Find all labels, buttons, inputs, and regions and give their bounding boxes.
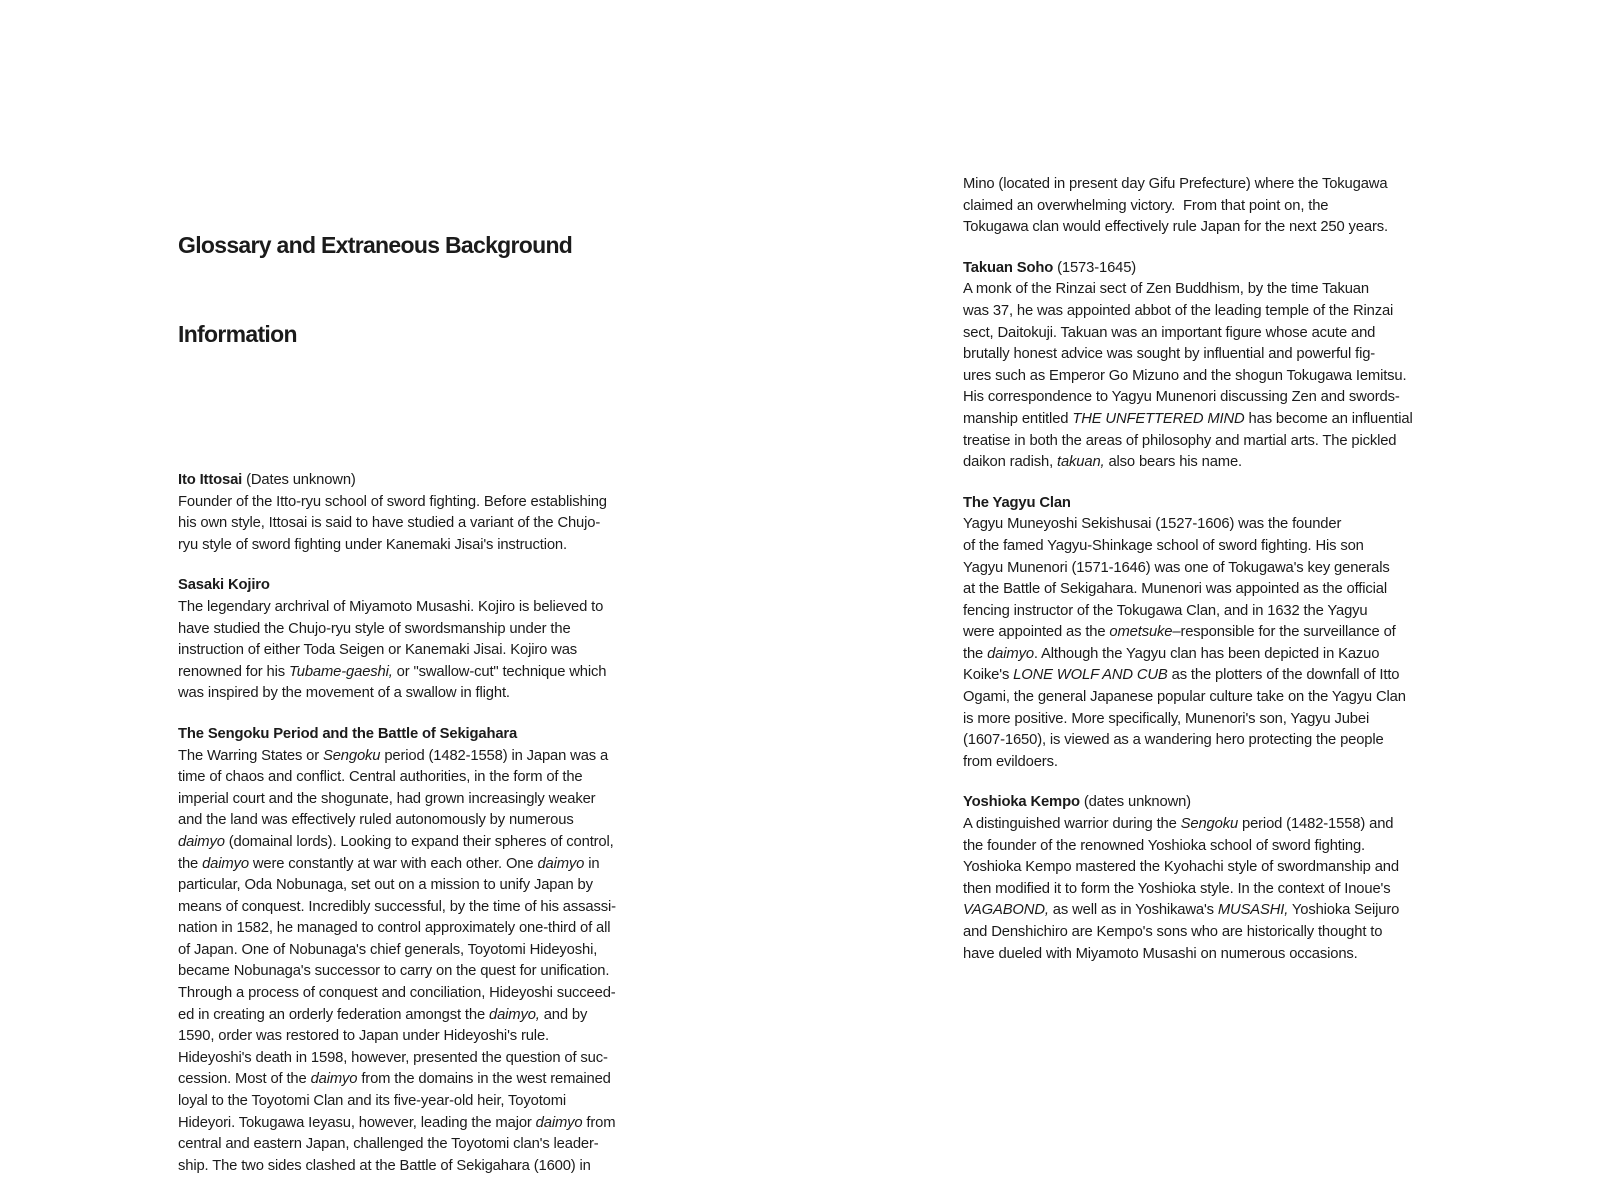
text-run: also bears his name. (1104, 454, 1242, 471)
text-run: were constantly at war with each other. One (248, 855, 538, 872)
body-line (963, 857, 1433, 879)
text-run: became Nobunaga's successor to carry on the quest for unification. (178, 963, 610, 980)
body-line (963, 387, 1433, 409)
glossary-section (178, 724, 648, 1177)
text-run: have studied the Chujo-ryu style of swordsmanship under the (178, 620, 571, 637)
document-title (178, 172, 648, 408)
body-line (963, 536, 1433, 558)
text-run: Koike's (963, 667, 1014, 684)
italic-text: VAGABOND, (963, 902, 1049, 919)
body-line (178, 746, 648, 768)
italic-text: LONE WOLF AND CUB (1013, 667, 1168, 684)
text-run: daikon radish, (963, 454, 1057, 471)
text-run: His correspondence to Yagyu Munenori discussing Zen and swords- (963, 389, 1400, 406)
text-run: Yoshioka Seijuro (1288, 902, 1400, 919)
text-run: (1573-1645) (1053, 259, 1137, 276)
text-run: (domainal lords). Looking to expand their spheres of control, (224, 833, 614, 850)
body-line (963, 709, 1433, 731)
text-run: (Dates unknown) (242, 472, 356, 488)
text-run: at the Battle of Sekigahara. Munenori was appointed as the official (963, 581, 1387, 598)
body-line (963, 196, 1433, 218)
text-run: Founder of the Itto-ryu school of sword fighting. Before establishing (178, 493, 607, 510)
section-heading (178, 724, 648, 746)
body-line (963, 579, 1433, 601)
text-run: The legendary archrival of Miyamoto Musashi. Kojiro is believed to (178, 598, 604, 615)
text-run: ures such as Emperor Go Mizuno and the shogun Tokugawa Iemitsu. (963, 367, 1407, 384)
body-line (178, 983, 648, 1005)
text-run: as well as in Yoshikawa's (1048, 902, 1218, 919)
text-run: Yagyu Muneyoshi Sekishusai (1527-1606) was the founder (963, 516, 1342, 533)
body-line (963, 514, 1433, 536)
body-line (963, 217, 1433, 239)
body-line (963, 452, 1433, 474)
body-line (963, 323, 1433, 345)
body-line (178, 662, 648, 684)
section-heading (963, 258, 1433, 280)
section-heading (178, 470, 648, 492)
text-run: have dueled with Miyamoto Musashi on numerous occasions. (963, 945, 1358, 962)
text-run: . Although the Yagyu clan has been depicted in Kazuo (1033, 645, 1380, 662)
left-column (178, 172, 648, 1177)
text-run: and the land was effectively ruled autonomously by numerous (178, 812, 574, 829)
title-line: Glossary and Extraneous Background (178, 232, 573, 258)
body-line (963, 879, 1433, 901)
glossary-section (963, 792, 1433, 965)
text-run: nation in 1582, he managed to control approximately one-third of all (178, 920, 611, 937)
body-line (963, 431, 1433, 453)
text-run: imperial court and the shogunate, had grown increasingly weaker (178, 790, 596, 807)
body-line (963, 836, 1433, 858)
text-run: or "swallow-cut" technique which (392, 663, 607, 680)
text-run: Yoshioka Kempo mastered the Kyohachi style of swordmanship and (963, 859, 1399, 876)
bold-text: Ito Ittosai (178, 472, 243, 488)
body-line (963, 279, 1433, 301)
body-line (178, 1134, 648, 1156)
italic-text: takuan, (1057, 454, 1105, 471)
text-run: ryu style of sword fighting under Kanemaki Jisai's instruction. (178, 536, 567, 553)
text-run: as the plotters of the downfall of Itto (1167, 667, 1400, 684)
italic-text: daimyo (178, 833, 225, 850)
text-run: of Japan. One of Nobunaga's chief generals, Toyotomi Hideyoshi, (178, 941, 598, 958)
body-line (178, 1091, 648, 1113)
text-run: treatise in both the areas of philosophy and martial arts. The pickled (963, 432, 1397, 449)
text-run: was inspired by the movement of a swallow in flight. (178, 685, 510, 702)
body-line (963, 752, 1433, 774)
body-line (178, 854, 648, 876)
left-column-sections (178, 470, 648, 1177)
text-run: Hideyori. Tokugawa Ieyasu, however, leading the major (178, 1114, 536, 1131)
italic-text: Sengoku (323, 747, 381, 764)
body-line (178, 1048, 648, 1070)
text-run: Through a process of conquest and conciliation, Hideyoshi succeed- (178, 985, 616, 1002)
text-run: is more positive. More specifically, Munenori's son, Yagyu Jubei (963, 710, 1370, 727)
text-run: Yagyu Munenori (1571-1646) was one of Tokugawa's key generals (963, 559, 1390, 576)
body-line (178, 683, 648, 705)
text-run: fencing instructor of the Tokugawa Clan, and in 1632 the Yagyu (963, 602, 1368, 619)
right-column-sections (963, 174, 1433, 965)
body-line (178, 767, 648, 789)
body-line (178, 810, 648, 832)
text-run: manship entitled (963, 410, 1073, 427)
body-line (963, 730, 1433, 752)
body-line (963, 814, 1433, 836)
text-run: from evildoers. (963, 753, 1058, 770)
section-heading (963, 493, 1433, 515)
italic-text: daimyo (537, 855, 585, 872)
text-run: particular, Oda Nobunaga, set out on a mission to unify Japan by (178, 877, 593, 894)
italic-text: daimyo (535, 1114, 583, 1131)
text-run: period (1482-1558) and (1238, 816, 1394, 833)
text-run: central and eastern Japan, challenged the Toyotomi clan's leader- (178, 1136, 599, 1153)
title-line: Information (178, 320, 297, 347)
body-line (963, 622, 1433, 644)
body-line (178, 918, 648, 940)
body-line (178, 1156, 648, 1177)
italic-text: daimyo, (488, 1006, 540, 1023)
italic-text: Tubame-gaeshi, (288, 663, 393, 680)
text-run: and Denshichiro are Kempo's sons who are historically thought to (963, 924, 1383, 940)
text-run: Ogami, the general Japanese popular culture take on the Yagyu Clan (963, 689, 1406, 706)
text-run: and by (539, 1006, 588, 1023)
bold-text: The Yagyu Clan (963, 494, 1071, 511)
text-run: Tokugawa clan would effectively rule Japan for the next 250 years. (963, 219, 1388, 236)
body-line (178, 597, 648, 619)
text-run: (1607-1650), is viewed as a wandering hero protecting the people (963, 732, 1384, 749)
text-run: (dates unknown) (1079, 794, 1191, 811)
text-run: has become an influential (1244, 410, 1413, 427)
body-line (963, 922, 1433, 944)
italic-text: MUSASHI, (1217, 902, 1289, 919)
body-line (178, 1005, 648, 1027)
text-run: instruction of either Toda Seigen or Kanemaki Jisai. Kojiro was (178, 642, 578, 659)
text-run: cession. Most of the (178, 1071, 311, 1088)
body-line (963, 665, 1433, 687)
body-line (963, 601, 1433, 623)
italic-text: daimyo (202, 855, 249, 872)
body-line (963, 900, 1433, 922)
text-run: his own style, Ittosai is said to have studied a variant of the Chujo- (178, 515, 601, 532)
body-line (178, 619, 648, 641)
body-line (178, 640, 648, 662)
section-heading (963, 792, 1433, 814)
text-run: 1590, order was restored to Japan under Hideyoshi's rule. (178, 1028, 549, 1045)
body-line (963, 344, 1433, 366)
text-run: A distinguished warrior during the (963, 816, 1181, 833)
body-line (963, 687, 1433, 709)
italic-text: ometsuke (1109, 624, 1173, 641)
body-line (963, 558, 1433, 580)
body-line (963, 366, 1433, 388)
glossary-section (963, 258, 1433, 474)
text-run: sect, Daitokuji. Takuan was an important figure whose acute and (963, 324, 1376, 341)
body-line (963, 644, 1433, 666)
glossary-section (178, 470, 648, 556)
text-run: in (584, 855, 600, 872)
bold-text: The Sengoku Period and the Battle of Sekigahara (178, 725, 518, 742)
text-run: then modified it to form the Yoshioka style. In the context of Inoue's (963, 880, 1391, 897)
text-run: ed in creating an orderly federation amongst the (178, 1006, 489, 1023)
text-run: loyal to the Toyotomi Clan and its five-year-old heir, Toyotomi (178, 1093, 567, 1110)
bold-text: Takuan Soho (963, 259, 1054, 276)
body-line (178, 492, 648, 514)
glossary-section (178, 575, 648, 705)
text-run: the (178, 855, 203, 872)
text-run: means of conquest. Incredibly successful, by the time of his assassi- (178, 898, 616, 915)
body-line (178, 789, 648, 811)
text-run: from the domains in the west remained (357, 1071, 611, 1088)
right-column (963, 174, 1433, 965)
text-run: The Warring States or (178, 747, 323, 764)
text-run: Mino (located in present day Gifu Prefecture) where the Tokugawa (963, 176, 1388, 192)
text-run: renowned for his (178, 663, 289, 680)
text-run: the founder of the renowned Yoshioka school of sword fighting. (963, 837, 1366, 854)
body-line (963, 409, 1433, 431)
text-run: brutally honest advice was sought by influential and powerful fig- (963, 346, 1376, 363)
body-line (178, 961, 648, 983)
body-line (963, 301, 1433, 323)
text-run: was 37, he was appointed abbot of the leading temple of the Rinzai (963, 302, 1394, 319)
text-run: of the famed Yagyu-Shinkage school of sword fighting. His son (963, 537, 1364, 554)
italic-text: daimyo (987, 645, 1034, 662)
text-run: –responsible for the surveillance of (1172, 624, 1396, 641)
italic-text: THE UNFETTERED MIND (1072, 410, 1245, 427)
text-run: claimed an overwhelming victory. From that point on, the (963, 197, 1329, 214)
italic-text: daimyo (310, 1071, 358, 1088)
body-line (178, 513, 648, 535)
body-line (178, 897, 648, 919)
text-run: were appointed as the (963, 624, 1110, 641)
text-run: A monk of the Rinzai sect of Zen Buddhism, by the time Takuan (963, 281, 1369, 298)
text-run: period (1482-1558) in Japan was a (380, 747, 609, 764)
glossary-section (963, 174, 1433, 239)
text-run: time of chaos and conflict. Central authorities, in the form of the (178, 769, 583, 786)
body-line (178, 535, 648, 557)
italic-text: Sengoku (1180, 816, 1239, 833)
text-run: Hideyoshi's death in 1598, however, presented the question of suc- (178, 1049, 608, 1066)
text-run: ship. The two sides clashed at the Battle of Sekigahara (1600) in (178, 1157, 591, 1174)
glossary-section (963, 493, 1433, 774)
body-line (178, 1113, 648, 1135)
body-line (178, 940, 648, 962)
bold-text: Yoshioka Kempo (963, 794, 1080, 811)
body-line (178, 1069, 648, 1091)
body-line (963, 174, 1433, 196)
body-line (178, 1026, 648, 1048)
body-line (178, 875, 648, 897)
body-line (178, 832, 648, 854)
body-line (963, 944, 1433, 966)
section-heading (178, 575, 648, 597)
text-run: the (963, 645, 988, 662)
bold-text: Sasaki Kojiro (178, 577, 270, 594)
text-run: from (582, 1114, 616, 1131)
